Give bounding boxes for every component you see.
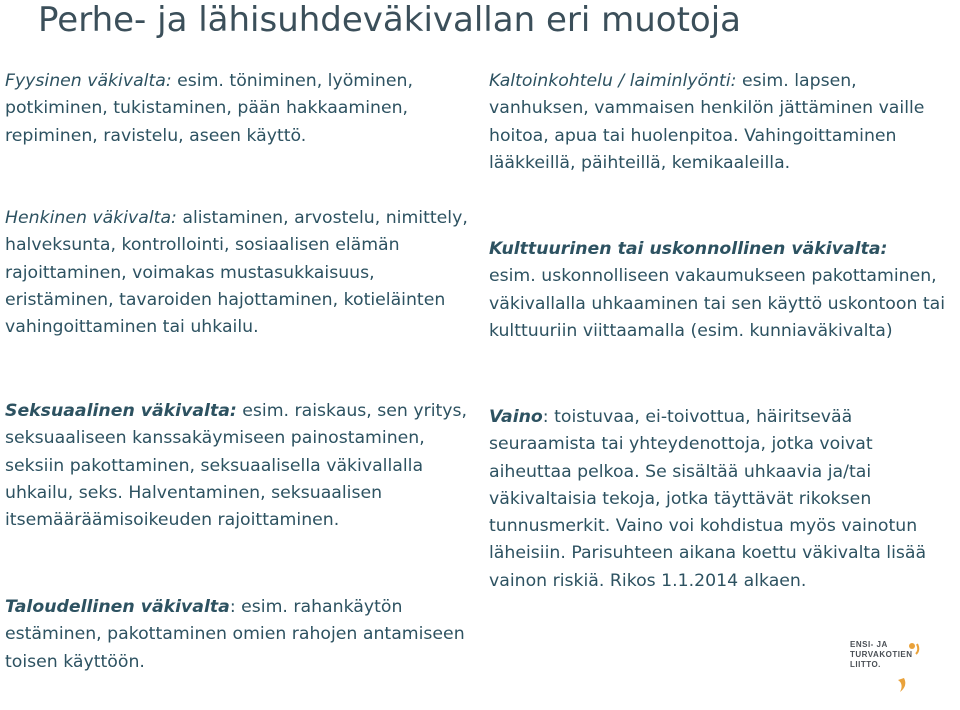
section-text: : toistuvaa, ei-toivottua, häiritsevää seuraamista tai yhteydenottoja, jotka voivat aiheuttaa pelkoa. Se sisältää uhkaavia ja/tai väkivaltaisia tekoja, jotka täyttävät rikoksen tunnusmerkit. Vaino voi kohdistua myös vainotun läheisiin. Parisuhteen aikana koettu väkivalta lisää vainon riskiä. Rikos 1.1.2014 alkaen.: [489, 407, 927, 591]
section-vaino: [489, 404, 951, 595]
section-heading: Seksuaalinen väkivalta:: [5, 401, 237, 421]
logo-line: LIITTO.: [850, 660, 881, 669]
section-heading: Fyysinen väkivalta:: [5, 71, 172, 91]
section-text: esim. lapsen, vanhuksen, vammaisen henkilön jättäminen vaille hoitoa, apua tai huolenpitoa. Vahingoittaminen lääkkeillä, päihteillä, kemikaaleilla.: [489, 71, 925, 173]
page-title: Perhe- ja lähisuhdeväkivallan eri muotoja: [38, 0, 741, 40]
section-seksuaalinen-vakivalta: [5, 398, 475, 534]
section-heading: Henkinen väkivalta:: [5, 208, 177, 228]
section-text: esim. töniminen, lyöminen, potkiminen, tukistaminen, pään hakkaaminen, repiminen, ravistelu, aseen käyttö.: [5, 71, 413, 146]
ensi-ja-turvakotien-liitto-logo: [850, 640, 922, 696]
section-kaltoinkohtelu: [489, 68, 957, 177]
section-kulttuurinen-vakivalta: [489, 236, 959, 345]
logo-mark-icon: [850, 640, 922, 696]
section-fyysinen-vakivalta: [5, 68, 475, 150]
section-text: esim. raiskaus, sen yritys, seksuaaliseen kanssakäymiseen painostaminen, seksiin pakottaminen, seksuaalisella väkivallalla uhkailu, seks. Halventaminen, seksuaalisen itsemääräämisoikeuden rajoittaminen.: [5, 401, 467, 531]
section-heading: Vaino: [489, 407, 543, 427]
section-text: alistaminen, arvostelu, nimittely, halveksunta, kontrollointi, sosiaalisen elämän rajoittaminen, voimakas mustasukkaisuus, eristäminen, tavaroiden hajottaminen, kotieläinten vahingoittaminen tai uhkailu.: [5, 208, 468, 338]
logo-line: ENSI- JA: [850, 640, 888, 649]
section-heading: Kulttuurinen tai uskonnollinen väkivalta:: [489, 239, 888, 259]
section-text: esim. uskonnolliseen vakaumukseen pakottaminen, väkivallalla uhkaaminen tai sen käyttö uskontoon tai kulttuuriin viittaamalla (esim. kunniaväkivalta): [489, 266, 946, 341]
section-text: : esim. rahankäytön estäminen, pakottaminen omien rahojen antamiseen toisen käyttöön.: [5, 597, 465, 672]
section-henkinen-vakivalta: [5, 205, 485, 341]
logo-line: TURVAKOTIEN: [850, 650, 913, 659]
section-taloudellinen-vakivalta: [5, 594, 475, 676]
section-heading: Kaltoinkohtelu / laiminlyönti:: [489, 71, 737, 91]
section-heading: Taloudellinen väkivalta: [5, 597, 230, 617]
